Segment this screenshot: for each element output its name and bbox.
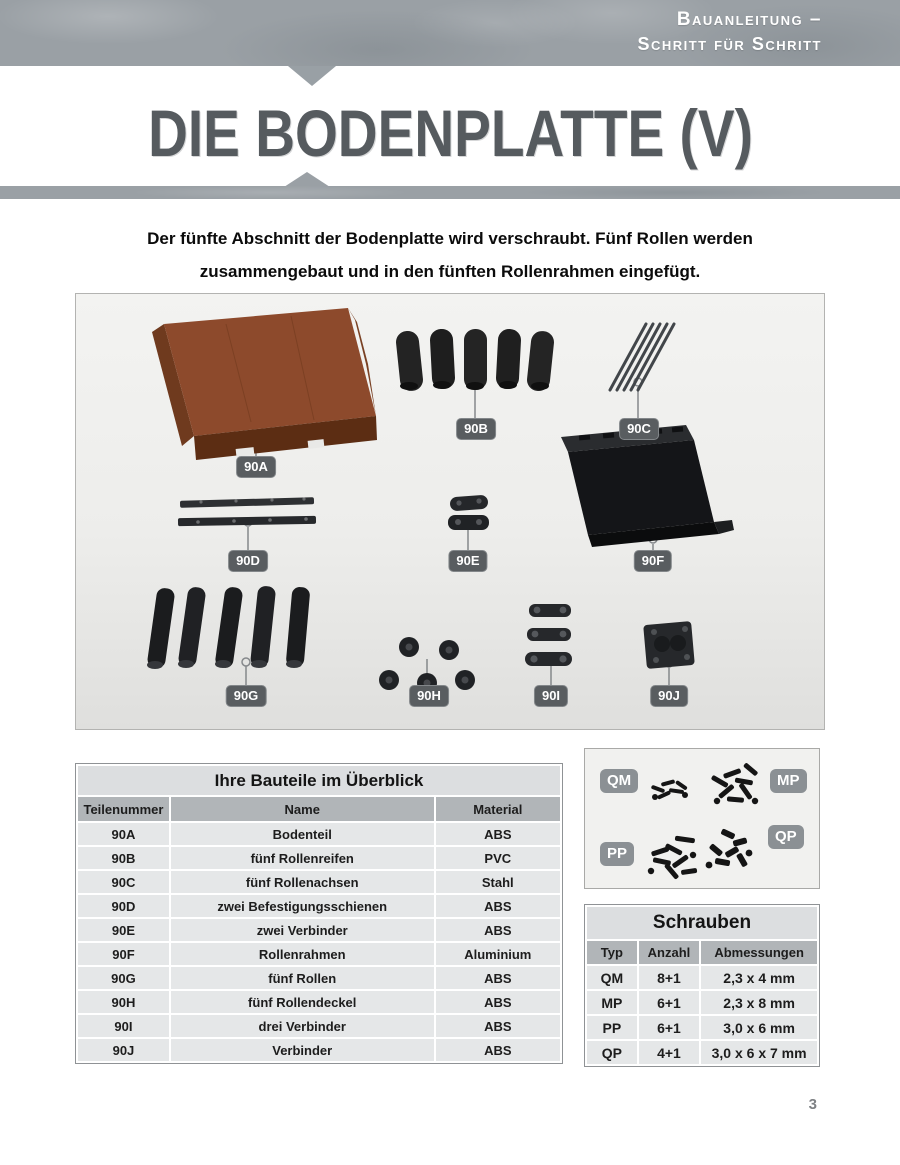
cell-screw-count: 6+1	[639, 1016, 700, 1039]
part-label-90f: 90F	[634, 550, 672, 572]
part-90a-bodenteil	[152, 308, 377, 460]
cell-part-number: 90B	[78, 847, 169, 869]
col-header-typ: Typ	[587, 941, 637, 964]
cell-part-name: Bodenteil	[171, 823, 434, 845]
screw-badge-mp: MP	[770, 769, 807, 793]
col-header-anzahl: Anzahl	[639, 941, 700, 964]
part-label-90g: 90G	[226, 685, 267, 707]
cell-part-name: Verbinder	[171, 1039, 434, 1061]
cell-part-material: PVC	[436, 847, 560, 869]
cell-screw-type: QP	[587, 1041, 637, 1064]
cell-screw-count: 8+1	[639, 966, 700, 989]
part-label-90a: 90A	[236, 456, 276, 478]
part-label-90d: 90D	[228, 550, 268, 572]
part-label-90b: 90B	[456, 418, 496, 440]
cell-part-name: fünf Rollenreifen	[171, 847, 434, 869]
part-90g-rollen	[147, 585, 311, 669]
part-label-90j: 90J	[650, 685, 688, 707]
table-row	[78, 967, 560, 989]
cell-part-name: zwei Verbinder	[171, 919, 434, 941]
cell-part-number: 90C	[78, 871, 169, 893]
table-header-row	[587, 941, 817, 964]
intro-line2: zusammengebaut und in den fünften Rollenrahmen eingefügt.	[199, 262, 701, 281]
screws-table-title: Schrauben	[587, 907, 817, 939]
cell-part-material: ABS	[436, 1039, 560, 1061]
cell-part-number: 90F	[78, 943, 169, 965]
part-label-90h: 90H	[409, 685, 449, 707]
cell-screw-count: 4+1	[639, 1041, 700, 1064]
part-90i-verbinder	[525, 604, 572, 666]
table-row	[78, 1015, 560, 1037]
screw-badge-pp: PP	[600, 842, 634, 866]
screw-pile-qp-icon	[697, 825, 763, 879]
cell-part-material: Stahl	[436, 871, 560, 893]
page-number: 3	[808, 1096, 817, 1113]
chevron-up-icon	[284, 172, 330, 187]
cell-screw-dims: 2,3 x 8 mm	[701, 991, 817, 1014]
cell-screw-dims: 2,3 x 4 mm	[701, 966, 817, 989]
table-row	[78, 847, 560, 869]
parts-overview-table	[75, 763, 563, 1064]
parts-illustration	[76, 294, 824, 729]
cell-screw-count: 6+1	[639, 991, 700, 1014]
screw-badge-qm: QM	[600, 769, 638, 793]
part-90j-verbinder	[643, 621, 695, 669]
col-header-name: Name	[171, 797, 434, 821]
cell-part-material: ABS	[436, 991, 560, 1013]
intro-text	[60, 222, 840, 288]
cell-part-name: fünf Rollenachsen	[171, 871, 434, 893]
screw-pile-mp-icon	[703, 761, 769, 813]
table-header-row	[78, 797, 560, 821]
cell-part-name: zwei Befestigungsschienen	[171, 895, 434, 917]
cell-part-number: 90D	[78, 895, 169, 917]
table-row	[78, 919, 560, 941]
table-title-row	[78, 766, 560, 795]
header-line2: Schritt für Schritt	[637, 34, 822, 54]
chevron-down-icon	[288, 66, 336, 86]
header-line1: Bauanleitung –	[676, 9, 822, 30]
divider-bar	[0, 186, 900, 199]
table-row	[78, 991, 560, 1013]
col-header-material: Material	[436, 797, 560, 821]
table-row	[587, 1041, 817, 1064]
part-90f-rollenrahmen	[561, 425, 734, 547]
cell-screw-dims: 3,0 x 6 mm	[701, 1016, 817, 1039]
table-row	[587, 991, 817, 1014]
cell-screw-type: PP	[587, 1016, 637, 1039]
col-header-abmessungen: Abmessungen	[701, 941, 817, 964]
table-row	[78, 943, 560, 965]
screws-table	[584, 904, 820, 1067]
cell-part-number: 90G	[78, 967, 169, 989]
page-header-banner	[0, 0, 900, 66]
cell-part-name: fünf Rollendeckel	[171, 991, 434, 1013]
part-90c-rollenachsen	[610, 324, 674, 390]
cell-screw-dims: 3,0 x 6 x 7 mm	[701, 1041, 817, 1064]
cell-part-number: 90A	[78, 823, 169, 845]
part-label-90i: 90I	[534, 685, 568, 707]
cell-part-material: ABS	[436, 1015, 560, 1037]
cell-part-material: Aluminium	[436, 943, 560, 965]
cell-part-number: 90J	[78, 1039, 169, 1061]
table-row	[78, 823, 560, 845]
cell-part-name: drei Verbinder	[171, 1015, 434, 1037]
cell-part-material: ABS	[436, 967, 560, 989]
cell-part-number: 90E	[78, 919, 169, 941]
cell-part-number: 90H	[78, 991, 169, 1013]
col-header-teilenummer: Teilenummer	[78, 797, 169, 821]
cell-part-name: fünf Rollen	[171, 967, 434, 989]
screw-badge-qp: QP	[768, 825, 804, 849]
part-label-90c: 90C	[619, 418, 659, 440]
table-row	[587, 966, 817, 989]
table-row	[587, 1016, 817, 1039]
parts-table-title: Ihre Bauteile im Überblick	[78, 766, 560, 795]
table-row	[78, 871, 560, 893]
page-title: DIE BODENPLATTE (V)	[147, 97, 753, 171]
part-90d-befestigungsschienen	[178, 497, 316, 526]
cell-screw-type: QM	[587, 966, 637, 989]
part-90e-verbinder	[448, 495, 489, 530]
screws-photo-panel	[584, 748, 820, 889]
cell-part-material: ABS	[436, 895, 560, 917]
table-title-row	[587, 907, 817, 939]
part-label-90e: 90E	[448, 550, 487, 572]
table-row	[78, 895, 560, 917]
screw-pile-qm-icon	[645, 773, 697, 809]
parts-photo	[75, 293, 825, 730]
cell-screw-type: MP	[587, 991, 637, 1014]
table-row	[78, 1039, 560, 1061]
header-text	[637, 7, 822, 57]
part-90b-rollenreifen	[395, 328, 555, 392]
cell-part-name: Rollenrahmen	[171, 943, 434, 965]
intro-line1: Der fünfte Abschnitt der Bodenplatte wird verschraubt. Fünf Rollen werden	[147, 229, 753, 248]
cell-part-material: ABS	[436, 823, 560, 845]
cell-part-material: ABS	[436, 919, 560, 941]
cell-part-number: 90I	[78, 1015, 169, 1037]
